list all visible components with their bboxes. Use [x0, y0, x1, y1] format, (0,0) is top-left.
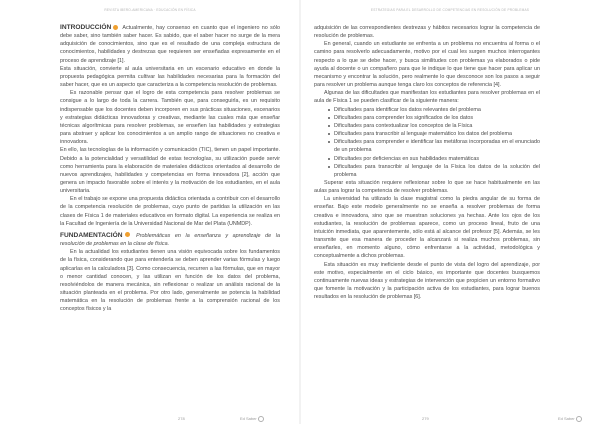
brand-logo-icon [258, 416, 264, 422]
section-bullet-icon [125, 232, 130, 237]
intro-text-4: En ello, las tecnologías de la información y comunicación (TIC), tienen un papel importante. Debido a la potencialidad y versatilidad de estas tecnologías, su utilización puede servir como herramienta para la elaboración de materiales didácticos orientados al desarrollo de nuevos aprendizajes, habilidades y competencias en forma innovadora [2], acción que genera un impacto favorable sobre el interés y la motivación de los estudiantes, en el aula universitaria. [60, 147, 280, 195]
running-head: REVISTA IBERO-AMERICANA · EDUCACIÓN EN FÍSICA [104, 8, 196, 12]
section-heading-introduccion: INTRODUCCIÓN [60, 24, 112, 31]
list-item: Dificultades para identificar los datos relevantes del problema [328, 106, 540, 114]
page-number: 278 [178, 416, 185, 421]
intro-paragraph [60, 24, 280, 65]
brand-logo-icon [576, 416, 582, 422]
right-text-3: Algunas de las dificultades que manifiestan los estudiantes para resolver problemas en el aula de Física 1 se pueden clasificar de la siguiente manera: [314, 90, 540, 105]
list-item: Dificultades por deficiencias en sus habilidades matemáticas [328, 155, 540, 163]
difficulties-list [314, 106, 540, 179]
right-text-5: La universidad ha utilizado la clase magistral como la piedra angular de su forma de enseñar. Bajo este modelo generalmente no se enseña a resolver problemas de forma creativa e innovadora, sino que se muestran soluciones ya hechas. Ante los ojos de los estudiantes, la resolución de problemas aparece, como un proceso lineal, fruto de una intuición inmediata, que aparentemente, sólo está al alcance del profesor [5]. Además, se les transmite que esa manera de proceder la alcanzará si realiza muchos problemas, sin enseñarles, en momento alguno, cómo enfrentarse a la actividad, metodológica y conceptualmente a dichos problemas. [314, 196, 540, 260]
right-text-4: Superar esta situación requiere reflexionar sobre lo que se hace habitualmente en las aulas para lograr la competencia de resolver problemas. [314, 179, 540, 195]
brand-label: Ed Saber [240, 416, 257, 422]
intro-text-2: Esta situación, convierte al aula universitaria en un escenario educativo en donde la propuesta pedagógica permita cultivar las habilidades necesarias para la formación del saber hacer, que es un aspecto que caracteriza a la competencia resolución de problemas. [60, 65, 280, 89]
right-page [300, 0, 600, 424]
right-text-1: adquisición de las correspondientes destrezas y hábitos necesarios lograr la competencia de resolución de problemas. [314, 25, 540, 40]
list-item: Dificultades para transcribir al lenguaje matemático los datos del problema [328, 130, 540, 138]
intro-text-1: Actualmente, hay consenso en cuanto que el ingeniero no sólo debe saber, sino también saber hacer. Es sabido, que el saber hacer no surge de la mera adquisición de conocimientos, sino que es el resultado de una compleja estructura de conocimientos, habilidades y destrezas que requieren ser enseñadas expresamente en el proceso de aprendizaje [1]. [60, 25, 280, 64]
page-number: 279 [422, 416, 429, 421]
fundamentacion-heading-line [60, 232, 280, 248]
section-bullet-icon [113, 25, 118, 30]
fundamentacion-text-1: En la actualidad los estudiantes tienen una visión equivocada sobre los fundamentos de la física, considerando que para entenderla se deben aprender varias fórmulas y luego aplicarlas en la calculadora [3]. Como consecuencia, recurren a las fórmulas, que en mayor o menor cantidad conocen, y las utilizan en función de los datos del problema, resolviéndolos de manera mecánica, sin reflexionar o realizar un análisis racional de la situación planteada en el problema. Por otro lado, generalmente se potencia la habilidad matemática en la resolución de problemas frente a la comprensión racional de los conceptos físicos y la [60, 249, 280, 313]
publisher-brand [240, 416, 264, 422]
intro-text-5: En el trabajo se expone una propuesta didáctica orientada a contribuir con el desarrollo de la competencia resolución de problemas, cuyo punto de partidas la utilización en las clases de Física 1 de materiales educativos en formato digital. La experiencia se realiza en la Facultad de Ingeniería de la Universidad Nacional de Mar del Plata (UNMDP). [60, 196, 280, 227]
publisher-brand [558, 416, 582, 422]
section-subtitle: Problemáticas en la enseñanza y aprendizaje de la resolución de problemas en la clase de física. [60, 232, 280, 248]
right-text-column [314, 24, 540, 301]
list-item: Dificultades para comprender e identificar las metáforas incorporadas en el enunciado de un problema [328, 138, 540, 154]
intro-text-3: Es razonable pensar que el logro de esta competencia para resolver problemas se consigue a lo largo de toda la carrera. También que, para conseguirla, es un requisito indispensable que los docentes deben incorporen en sus prácticas situaciones, escenarios y estrategias didácticas innovadoras y creativas, mediante las cuales más que enseñar técnicas algorítmicas para resolver problemas, se enseñen las habilidades y estrategias para abstraer y aplicar los conocimientos a un amplio rango de situaciones no creativa e innovadora. [60, 90, 280, 146]
right-text-6: Esta situación es muy ineficiente desde el punto de vista del logro del aprendizaje, por este motivo, especialmente en el ciclo básico, es importante que docentes busquemos continuamente nuevas ideas y estrategias de intervención que propicien un entorno formativo que fomente la motivación y la participación activa de los estudiantes, para lograr buenos resultados en la resolución de problemas [6]. [314, 261, 540, 301]
brand-label: Ed Saber [558, 416, 575, 422]
right-text-2: En general, cuando un estudiante se enfrenta a un problema no encuentra al forma o el camino para resolverlo adecuadamente, motivo por el cual les surgen muchos interrogantes respecto a lo que se debe hacer, y busca similitudes con problemas ya elaborados o pide ayuda al docente o un compañero para que le indique lo que tiene que hacer para aplicar un mecanismo y encontrar la solución, pero realmente lo que desconoce son los pasos a seguir para resolver un problema aunque tenga claro los conceptos de referencia [4]. [314, 41, 540, 89]
running-head: ESTRATEGIAS PARA EL DESARROLLO DE COMPETENCIAS EN RESOLUCIÓN DE PROBLEMAS [370, 8, 530, 12]
section-heading-fundamentacion: FUNDAMENTACIÓN [60, 231, 123, 239]
list-item: Dificultades para comprender los significados de los datos [328, 114, 540, 122]
list-item: Dificultades para contextualizar los conceptos de la Física [328, 122, 540, 130]
list-item: Dificultades para transcribir al lenguaje de la Física los datos de la solución del problema [328, 163, 540, 179]
left-text-column [60, 24, 280, 313]
